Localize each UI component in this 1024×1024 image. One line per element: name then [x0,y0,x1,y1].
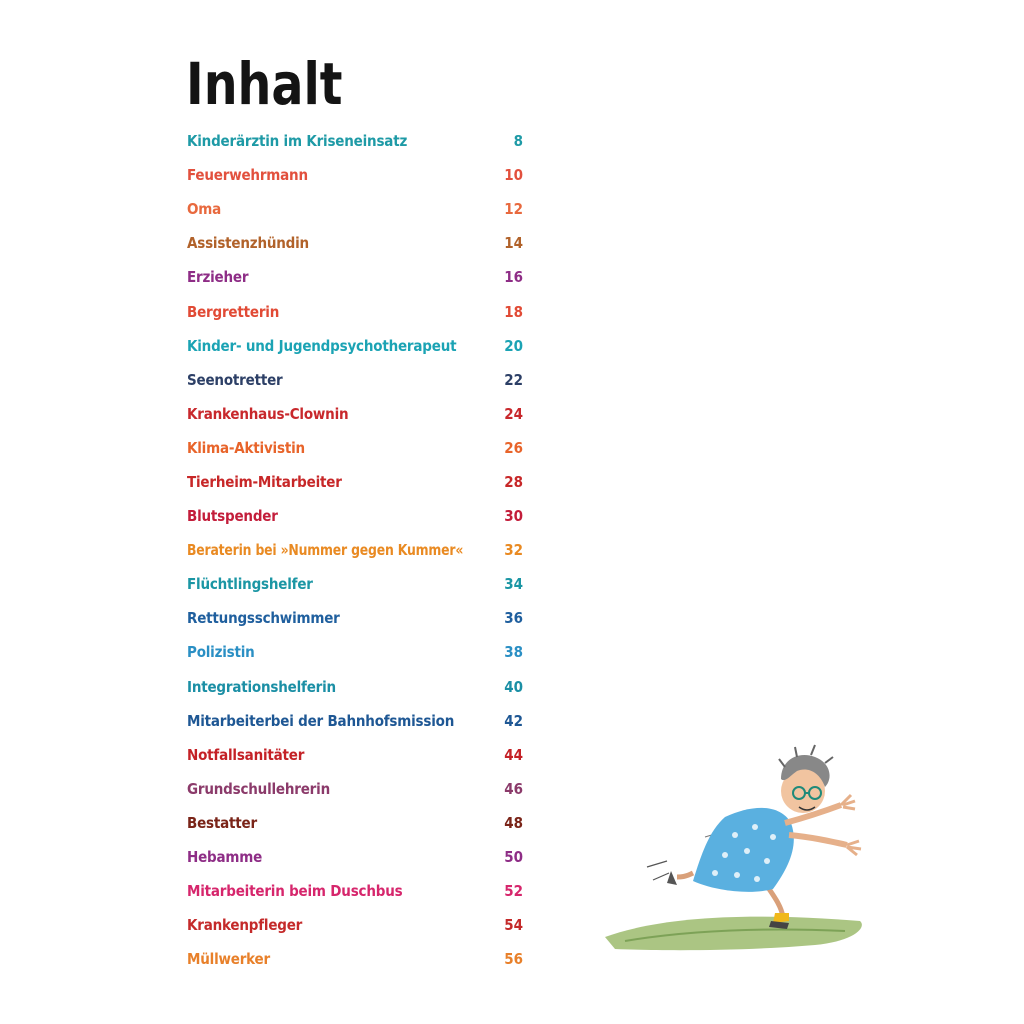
toc-dot-leader [256,268,498,286]
toc-entry-title: Erzieher [187,268,249,287]
toc-entry-title: Oma [187,200,222,219]
toc-entry [187,260,523,294]
toc-entry-title: Grundschullehrerin [187,779,330,798]
toc-entry-title: Beraterin bei »Nummer gegen Kummer« [187,541,464,560]
toc-entry [187,533,523,567]
toc-dot-leader [278,950,498,968]
toc-entry [187,772,523,806]
toc-entry [187,192,523,226]
toc-entry-title: Polizistin [187,643,255,662]
toc-entry-page-number: 14 [504,234,523,253]
toc-entry [187,908,523,942]
toc-entry-page-number: 50 [504,848,523,867]
toc-entry-title: Kinderärztin im Kriseneinsatz [187,132,408,151]
toc-entry-title: Mitarbeiterin beim Duschbus [187,882,403,901]
toc-entry [187,567,523,601]
toc-entry-page-number: 40 [504,677,523,696]
toc-entry [187,738,523,772]
toc-entry-page-number: 46 [504,779,523,798]
toc-entry-title: Rettungsschwimmer [187,609,340,628]
toc-entry-page-number: 48 [504,813,523,832]
toc-entry-title: Assistenzhündin [187,234,309,253]
toc-dot-leader [270,848,498,866]
toc-dot-leader [265,814,498,832]
toc-entry-page-number: 26 [504,438,523,457]
toc-entry [187,635,523,669]
toc-entry [187,158,523,192]
toc-entry [187,431,523,465]
toc-dot-leader [313,439,498,457]
toc-entry-page-number: 32 [504,541,523,560]
toc-dot-leader [310,916,498,934]
toc-entry [187,670,523,704]
toc-dot-leader [471,541,498,559]
toc-entry-title: Krankenpfleger [187,916,303,935]
toc-entry-page-number: 20 [504,336,523,355]
toc-entry-page-number: 38 [504,643,523,662]
toc-entry-title: Notfallsanitäter [187,745,305,764]
toc-entry-title: Bergretterin [187,302,280,321]
toc-entry-page-number: 18 [504,302,523,321]
toc-dot-leader [291,371,499,389]
toc-entry-title: Müllwerker [187,950,270,969]
toc-dot-leader [317,234,498,252]
toc-entry-title: Blutspender [187,507,278,526]
toc-entry-page-number: 30 [504,507,523,526]
toc-entry-page-number: 44 [504,745,523,764]
toc-dot-leader [410,882,498,900]
toc-entry [187,329,523,363]
toc-entry-page-number: 52 [504,882,523,901]
toc-dot-leader [344,678,498,696]
toc-dot-leader [263,643,499,661]
toc-entry [187,465,523,499]
toc-entry-page-number: 24 [504,404,523,423]
toc-entry-page-number: 34 [504,575,523,594]
toc-entry-page-number: 8 [513,132,523,151]
page-title: Inhalt [186,50,343,118]
toc-dot-leader [415,132,501,150]
toc-entry [187,874,523,908]
toc-entry [187,397,523,431]
toc-entry-page-number: 42 [504,711,523,730]
toc-entry [187,942,523,976]
toc-entry [187,499,523,533]
toc-dot-leader [462,712,498,730]
toc-entry-page-number: 36 [504,609,523,628]
toc-entry-title: Bestatter [187,813,257,832]
toc-entry [187,294,523,328]
toc-entry-page-number: 16 [504,268,523,287]
toc-entry [187,226,523,260]
toc-entry-title: Mitarbeiterbei der Bahnhofsmission [187,711,455,730]
toc-entry [187,704,523,738]
toc-entry-title: Flüchtlingshelfer [187,575,313,594]
toc-dot-leader [338,780,498,798]
toc-entry-title: Kinder- und Jugendpsychotherapeut [187,336,457,355]
toc-dot-leader [316,166,498,184]
toc-entry-page-number: 10 [504,166,523,185]
toc-dot-leader [287,303,498,321]
toc-entry-title: Tierheim-Mitarbeiter [187,472,342,491]
toc-entry-title: Klima-Aktivistin [187,438,305,457]
toc-entry-page-number: 28 [504,472,523,491]
toc-entry-title: Hebamme [187,848,263,867]
toc-entry [187,601,523,635]
toc-entry-page-number: 56 [504,950,523,969]
toc-dot-leader [348,609,499,627]
toc-dot-leader [350,473,499,491]
toc-entry [187,363,523,397]
running-grandma-illustration [585,705,885,985]
toc-dot-leader [464,337,498,355]
table-of-contents [187,124,523,976]
toc-dot-leader [321,575,498,593]
toc-entry-title: Krankenhaus-Clownin [187,404,349,423]
toc-entry [187,806,523,840]
toc-entry-page-number: 12 [504,200,523,219]
toc-entry-title: Integrationshelferin [187,677,336,696]
toc-dot-leader [356,405,498,423]
toc-entry [187,124,523,158]
toc-dot-leader [312,746,498,764]
toc-entry-page-number: 54 [504,916,523,935]
toc-entry [187,840,523,874]
toc-entry-title: Seenotretter [187,370,283,389]
toc-entry-title: Feuerwehrmann [187,166,308,185]
toc-dot-leader [229,200,498,218]
toc-dot-leader [286,507,499,525]
toc-entry-page-number: 22 [504,370,523,389]
